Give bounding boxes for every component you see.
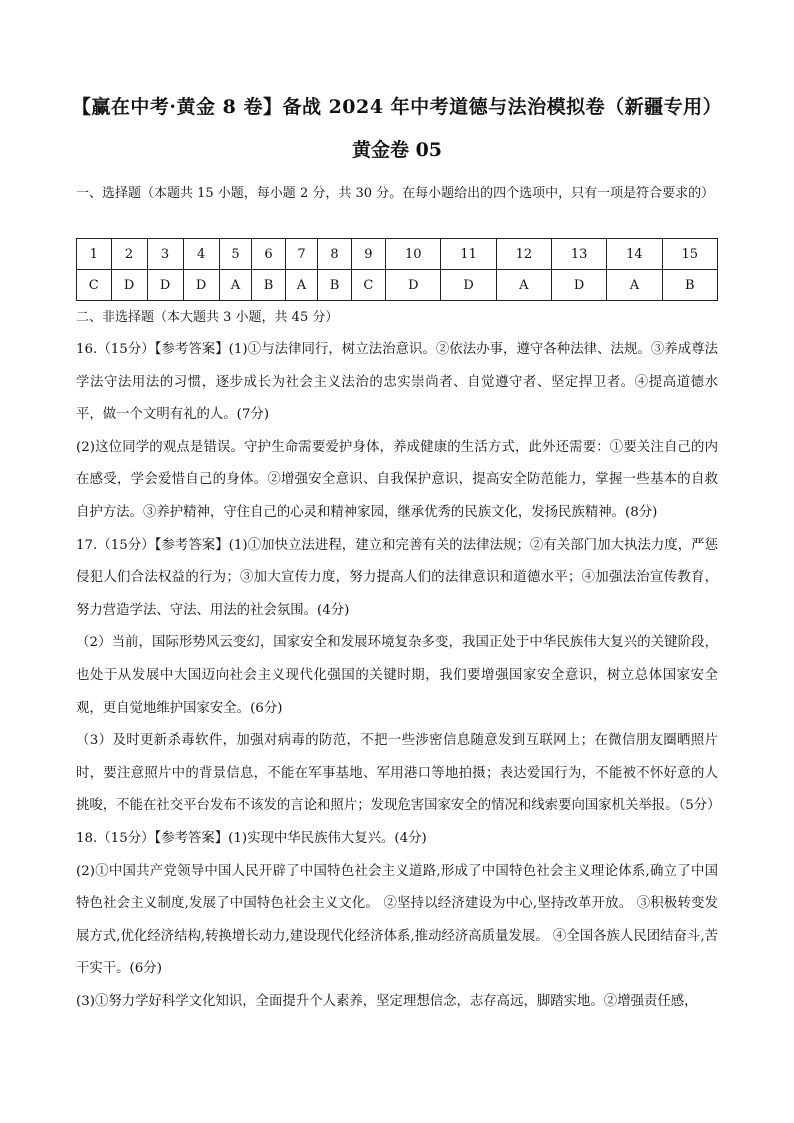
answer-cell: B	[662, 270, 717, 301]
answer-cell: A	[285, 270, 318, 301]
section-2-heading: 二、非选择题（本大题共 3 小题，共 45 分）	[76, 310, 339, 325]
question-number: 5	[219, 239, 252, 270]
q17-part3: （3）及时更新杀毒软件，加强对病毒的防范，不把一些涉密信息随意发到互联网上；在微信朋友圈晒照片时，要注意照片中的背景信息，不能在军事基地、军用港口等地拍摄；表达爱国行为，不能被不怀好意的人挑唆，不能在社交平台发布不该发的言论和照片；发现危害国家安全的情况和线索要向国家机关举报。（5分）	[76, 733, 721, 814]
q16-part1: 16.（15分）【参考答案】(1)①与法律同行，树立法治意识。②依法办事，遵守各种法律、法规。③养成尊法学法守法用法的习惯，逐步成长为社会主义法治的忠实崇尚者、自觉遵守者、坚定捍卫者。④提高道德水平，做一个文明有礼的人。(7分)	[76, 342, 718, 423]
question-number: 15	[662, 239, 717, 270]
question-number: 7	[285, 239, 318, 270]
answer-cell: A	[496, 270, 551, 301]
answer-cell: B	[252, 270, 285, 301]
answers-body	[76, 334, 721, 1018]
question-number: 1	[77, 239, 112, 270]
answer-cell: D	[441, 270, 496, 301]
answer-cell: A	[219, 270, 252, 301]
question-number: 3	[147, 239, 183, 270]
q16-part2: (2)这位同学的观点是错误。守护生命需要爱护身体，养成健康的生活方式，此外还需要：①要关注自己的内在感受，学会爱惜自己的身体。②增强安全意识、自我保护意识，提高安全防范能力，掌握一些基本的自救自护方法。③养护精神，守住自己的心灵和精神家园，继承优秀的民族文化，发扬民族精神。(8分)	[76, 439, 718, 520]
question-number: 14	[607, 239, 662, 270]
answer-table-answer-row	[77, 270, 718, 301]
answer-cell: D	[552, 270, 607, 301]
answer-cell: D	[111, 270, 147, 301]
answer-cell: B	[318, 270, 351, 301]
q18-part3: (3)①努力学好科学文化知识，全面提升个人素养，坚定理想信念，志存高远，脚踏实地。②增强责任感，	[76, 993, 698, 1009]
answer-table-number-row	[77, 239, 718, 270]
question-number: 4	[183, 239, 219, 270]
question-number: 2	[111, 239, 147, 270]
question-number: 10	[386, 239, 441, 270]
answer-cell: A	[607, 270, 662, 301]
answer-cell: C	[351, 270, 386, 301]
document-title: 【赢在中考·黄金 8 卷】备战 2024 年中考道德与法治模拟卷（新疆专用）	[71, 96, 723, 118]
answer-cell: C	[77, 270, 112, 301]
q17-part2: （2）当前，国际形势风云变幻，国家安全和发展环境复杂多变，我国正处于中华民族伟大复兴的关键阶段，也处于从发展中大国迈向社会主义现代化强国的关键时期，我们要增强国家安全意识，树立总体国家安全观，更自觉地维护国家安全。(6分)	[76, 635, 718, 716]
question-number: 11	[441, 239, 496, 270]
question-number: 6	[252, 239, 285, 270]
question-number: 8	[318, 239, 351, 270]
question-number: 13	[552, 239, 607, 270]
answer-cell: D	[147, 270, 183, 301]
answer-cell: D	[183, 270, 219, 301]
document-subtitle: 黄金卷 05	[351, 139, 443, 161]
section-1-heading: 一、选择题（本题共 15 小题，每小题 2 分，共 30 分。在每小题给出的四个选项中，只有一项是符合要求的）	[76, 186, 715, 201]
q17-part1: 17.（15分）【参考答案】(1)①加快立法进程，建立和完善有关的法律法规；②有关部门加大执法力度，严惩侵犯人们合法权益的行为；③加大宣传力度，努力提高人们的法律意识和道德水平；④加强法治宣传教育，努力营造学法、守法、用法的社会氛围。(4分)	[76, 537, 718, 618]
q18-part2: (2)①中国共产党领导中国人民开辟了中国特色社会主义道路,形成了中国特色社会主义理论体系,确立了中国特色社会主义制度,发展了中国特色社会主义文化。 ②坚持以经济建设为中心,坚持改革开放。 ③积极转变发展方式,优化经济结构,转换增长动力,建设现代化经济体系,推动经济高质量发展。 ④全国各族人民团结奋斗,苦干实干。(6分)	[76, 863, 718, 977]
question-number: 9	[351, 239, 386, 270]
answer-cell: D	[386, 270, 441, 301]
question-number: 12	[496, 239, 551, 270]
q18-part1: 18.（15分）【参考答案】(1)实现中华民族伟大复兴。(4分)	[76, 830, 427, 846]
answer-table	[76, 238, 718, 301]
